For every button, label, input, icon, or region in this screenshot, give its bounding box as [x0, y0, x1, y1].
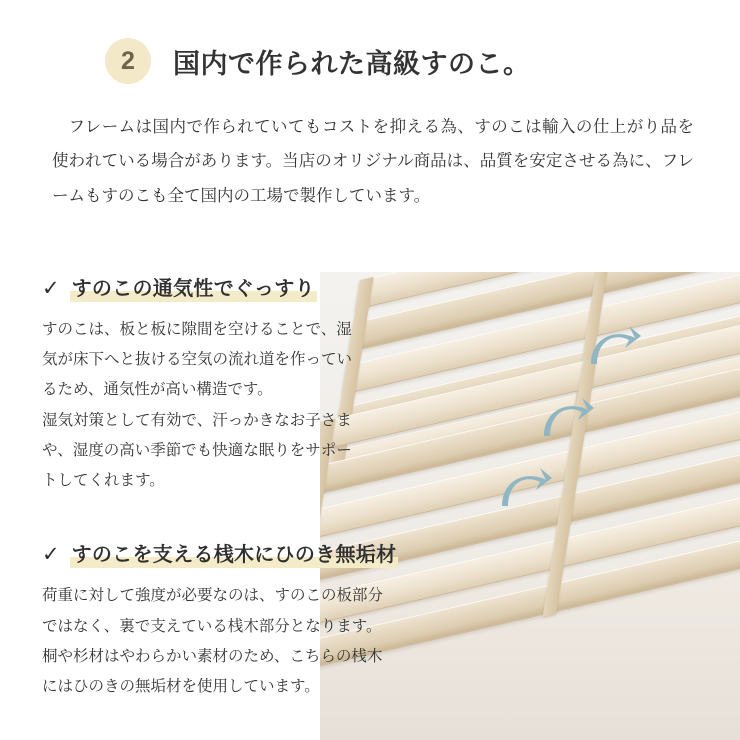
intro-text: フレームは国内で作られていてもコストを抑える為、すのこは輸入の仕上がり品を使われている場合があります。当店のオリジナル商品は、品質を安定させる為に、フレームもすのこも全て国内の工場で製作しています。 — [52, 118, 694, 205]
section-body — [42, 315, 414, 496]
page-header — [0, 0, 740, 92]
section-title: すのこの通気性でぐっすり — [70, 272, 317, 303]
body-line: るため、通気性が高い構造です。 — [42, 381, 273, 399]
body-line: ではなく、裏で支えている桟木部分となります。 — [42, 617, 382, 635]
body-line: にはひのきの無垢材を使用しています。 — [42, 677, 320, 695]
section-number-badge: 2 — [105, 38, 151, 84]
page-title: 国内で作られた高級すのこ。 — [173, 48, 531, 79]
airflow-arrow-icon — [585, 322, 641, 368]
body-line: 桐や杉材はやわらかい素材のため、こちらの桟木 — [42, 647, 383, 665]
content-column — [42, 272, 414, 722]
body-line: すのこは、板と板に隙間を空けることで、湿 — [42, 321, 352, 338]
body-line: トしてくれます。 — [42, 472, 165, 490]
section-heading — [42, 538, 414, 569]
intro-paragraph — [52, 110, 694, 213]
body-line: や、湿度の高い季節でも快適な眠りをサポー — [42, 441, 352, 459]
body-line: 気が床下へと抜ける空気の流れ道を作ってい — [42, 351, 353, 369]
section-body — [42, 581, 414, 702]
airflow-arrow-icon — [496, 464, 552, 510]
section-ventilation — [42, 272, 414, 496]
section-hinoki-rail — [42, 538, 414, 702]
airflow-arrow-icon — [538, 394, 594, 440]
section-title: すのこを支える桟木にひのき無垢材 — [70, 538, 399, 569]
body-line: 荷重に対して強度が必要なのは、すのこの板部分 — [42, 587, 384, 605]
body-line: 湿気対策として有効で、汗っかきなお子さま — [42, 411, 352, 429]
check-icon: ✓ — [42, 543, 60, 567]
section-heading — [42, 272, 414, 303]
check-icon: ✓ — [42, 277, 60, 300]
